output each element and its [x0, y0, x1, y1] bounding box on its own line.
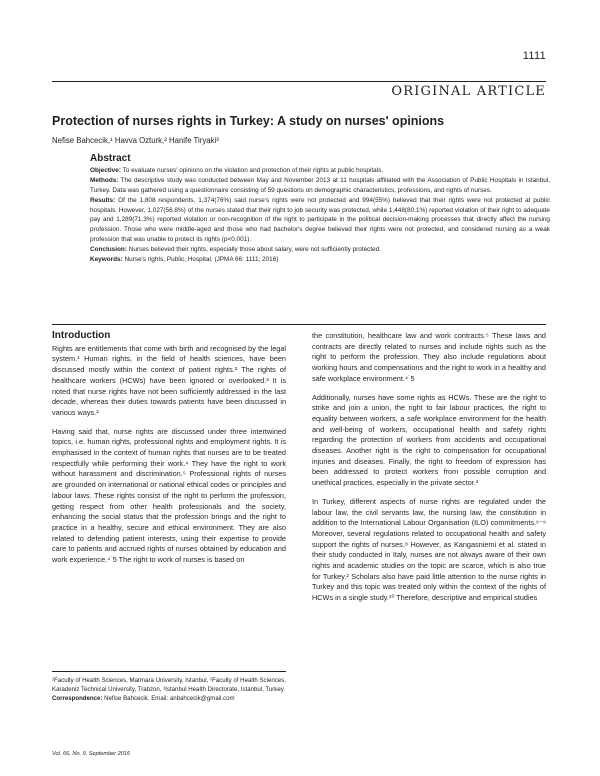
- footnotes: [52, 676, 286, 703]
- journal-footer: Vol. 66, No. 9, September 2016: [52, 751, 131, 757]
- body-paragraph: In Turkey, different aspects of nurse rights are regulated under the labour law, the civil servants law, the nursing law, the constitution in addition to the International Labour Organisation (ILO) commitments.⁶⁻⁹ Moreover, several regulations related to occupational health and safety support the rights of nurses.⁸ However, as Kangasniemi et al. stated in their study conducted in Italy, nurses are not always aware of their own rights and academic studies on the topic are scarce, which is also true for Turkey.² Scholars also have paid little attention to the nurse rights in Turkey and this topic was treated only within the context of the rights of HCWs in a single study.¹⁰ Therefore, descriptive and empirical studies: [312, 496, 546, 603]
- body-paragraph: Having said that, nurse rights are discussed under three intertwined topics, i.e. human rights, professional rights and employment rights. It is emphasised in the context of human rights that nurses are to be treated respectfully while performing their work.⁴ They have the right to work without harassment and discrimination.⁵ Professional rights of nurses are grounded on international or national ethical codes or principles and labour laws. These rights consist of the right to perform the profession, getting respect from other health professionals and the society, enhancing the social status that the profession brings and the right to practice in a healthy, secure and ethical environment. They are also related to defending patient interests, using their expertise to provide care to patients and accrued rights of nurses obtained by education and work experience.⁴˙5 The right to work of nurses is based on: [52, 426, 286, 565]
- abstract-text: The descriptive study was conducted between May and November 2013 at 11 hospitals affiliated with the Association of Public Hospitals in Istanbul, Turkey. Data was gathered using a questionnaire consisting of 59 questions on demographic characteristics, professions, and rights of nurses.: [90, 176, 550, 194]
- body-paragraph: the constitution, healthcare law and work contracts.⁵ These laws and contracts are directly related to nurses and include rights such as the right to perform the profession. They also include regulations about working hours and compensations and the right to work in a healthy and safe workplace environment.⁴˙5: [312, 331, 546, 383]
- abstract-label: Methods:: [90, 176, 119, 184]
- abstract-label: Keywords:: [90, 256, 123, 264]
- affiliations: ¹Faculty of Health Sciences, Marmara University, Istanbul, ²Faculty of Health Sciences, Karadeniz Technical University, Trabzon, ³Istanbul Health Directorate, Istanbul, Turkey.: [52, 677, 286, 694]
- abstract-text: Of the 1,808 respondents, 1,374(76%) said nurse's rights were not protected and 994(55%) believed that their rights were not protected at public hospitals. However, 1,027(56.8%) of the nurses stated that their right to job security was protected, while 1,448(80.1%) reported violation of their right to adequate pay and 1,289(71.3%) reported violation or non-recognition of the right to participate in the political decision-making processes that directly affect the nursing profession. Those who were middle-aged and those who had bachelor's degree believed their rights were not protected, and considered nursing as a weak profession that was unable to protect its rights (p<0.001).: [90, 196, 550, 244]
- abstract-keywords: [90, 255, 550, 265]
- page-number: 1111: [522, 50, 546, 62]
- abstract-conclusion: [90, 245, 550, 255]
- header-rule: [52, 81, 546, 82]
- article-type: ORIGINAL ARTICLE: [391, 84, 546, 99]
- right-column: [312, 331, 546, 612]
- correspondence-label: Correspondence:: [52, 695, 103, 703]
- abstract-label: Objective:: [90, 166, 121, 174]
- abstract-heading: Abstract: [90, 153, 131, 164]
- article-title: Protection of nurses rights in Turkey: A study on nurses' opinions: [52, 114, 445, 128]
- section-rule: [52, 324, 546, 325]
- authors: Nefise Bahcecik,¹ Havva Ozturk,² Hanife Tiryaki³: [52, 136, 219, 145]
- footnote-rule: [52, 671, 286, 672]
- body-paragraph: Rights are entitlements that come with birth and recognised by the legal system.¹ Human rights, in the field of health sciences, have been discussed mostly within the context of patient rights.² The rights of healthcare workers (HCWs) have been ignored or overlooked.³ It is noted that nurse rights have not been sufficiently addressed in the last decade, whereas their duties towards patients have been discussed in various ways.²: [52, 343, 286, 417]
- correspondence: [52, 694, 286, 703]
- introduction-heading: Introduction: [52, 330, 111, 341]
- abstract-text: Nurse's rights, Public, Hospital. (JPMA 66: 1111; 2016): [122, 256, 279, 264]
- abstract-results: [90, 196, 550, 246]
- abstract-text: Nurses believed their rights, especially those about salary, were not sufficiently protected.: [126, 246, 382, 254]
- body-paragraph: Additionally, nurses have some rights as HCWs. These are the right to strike and join a union, the right to fair labour practices, the right to equality between workers, a safe workplace environment for the health and well-being of workers, occupational health and safety rights regarding the protection of workers from accidents and occupational diseases. Another right is the right to compensation for occupational injuries and diseases. Finally, the right to freedom of expression has been addressed to protect workers from possible corruption and unethical practices, especially in the private sector.³: [312, 392, 546, 488]
- abstract-label: Conclusion:: [90, 246, 127, 254]
- abstract-label: Results:: [90, 196, 116, 204]
- abstract-methods: [90, 176, 550, 196]
- abstract: [90, 154, 550, 265]
- left-column: [52, 331, 286, 574]
- abstract-text: To evaluate nurses' opinions on the violation and protection of their rights at public hospitals.: [120, 166, 384, 174]
- correspondence-text: Nefise Bahcecik. Email: anbahcecik@gmail.com: [102, 695, 235, 703]
- abstract-objective: [90, 166, 550, 176]
